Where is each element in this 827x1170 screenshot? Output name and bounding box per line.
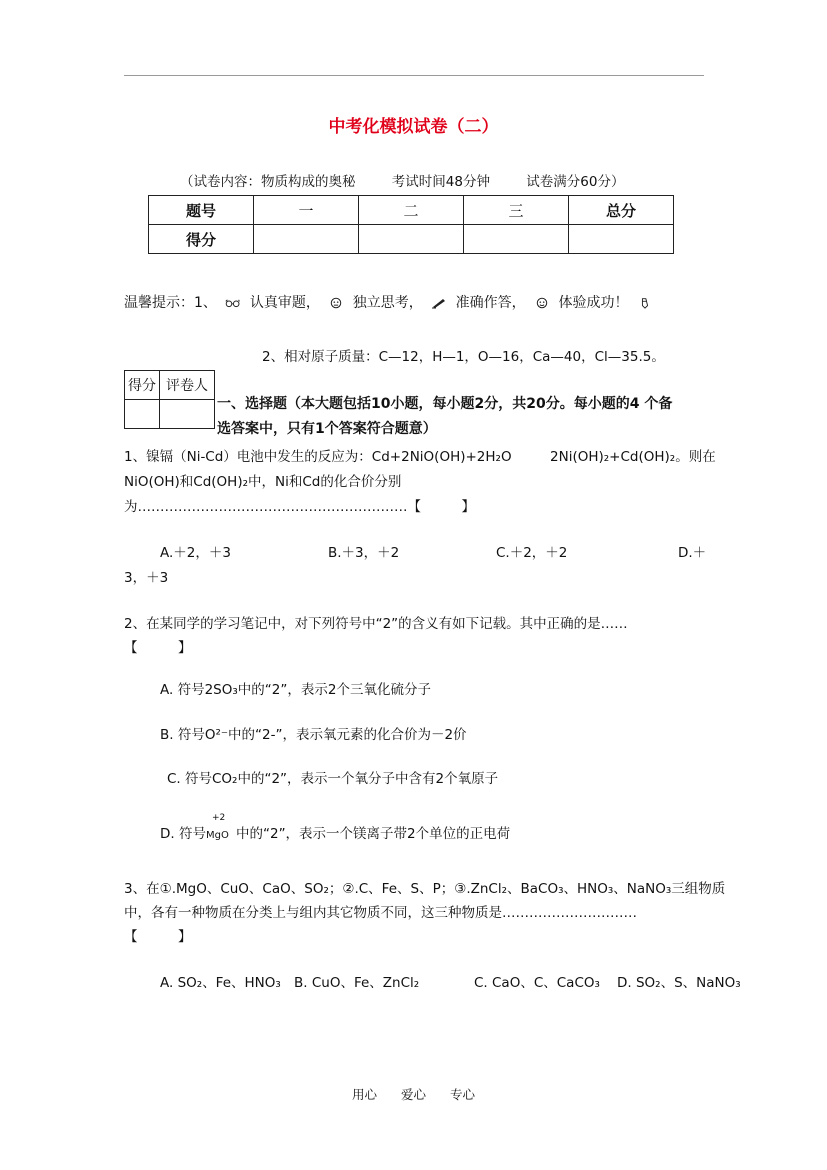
atomic-mass-note: 2、相对原子质量：C—12，H—1，O—16，Ca—40，Cl—35.5。 <box>262 349 665 365</box>
grader-input-row <box>125 400 215 429</box>
footer-text: 专心 <box>449 1087 475 1102</box>
q2-option-d-prefix: D. 符号 <box>160 826 206 842</box>
q2-option-c[interactable]: C. 符号CO₂中的“2”，表示一个氧分子中含有2个氧原子 <box>167 771 499 787</box>
grader-table <box>124 370 215 429</box>
grader-score-label: 得分 <box>125 371 160 400</box>
grader-name-label: 评卷人 <box>160 371 215 400</box>
q2-option-a[interactable]: A. 符号2SO₃中的“2”，表示2个三氧化硫分子 <box>160 682 431 698</box>
thinking-face-icon <box>328 297 344 309</box>
tip-experience-success: 体验成功！ <box>558 295 629 311</box>
score-header-cell: 一 <box>254 196 359 225</box>
score-input-cell[interactable] <box>464 225 569 254</box>
q1-option-c[interactable]: C.＋2，＋2 <box>496 545 568 561</box>
q2-answer-bracket: 【 】 <box>124 640 192 656</box>
page-title: 中考化模拟试卷（二） <box>328 117 499 137</box>
q1-stem-d: 为……………………………………………………【 】 <box>124 499 475 515</box>
q3-option-d[interactable]: D. SO₂、S、NaNO₃ <box>617 975 741 991</box>
mgo-valence-label: +2 <box>211 813 226 823</box>
pen-writing-icon <box>431 297 447 309</box>
glasses-icon <box>225 297 241 309</box>
mgo-formula: MgO <box>205 830 229 841</box>
exam-time: 考试时间48分钟 <box>391 174 490 190</box>
grader-header-row <box>125 371 215 400</box>
q2-option-d-text: 中的“2”，表示一个镁离子带2个单位的正电荷 <box>235 826 511 842</box>
q1-option-b[interactable]: B.＋3，＋2 <box>328 545 400 561</box>
q1-option-d[interactable]: D.＋ <box>678 545 707 561</box>
score-table <box>148 195 674 254</box>
q3-stem-2: 中，各有一种物质在分类上与组内其它物质不同，这三种物质是………………………… <box>124 905 637 921</box>
tip-answer-accurately: 准确作答， <box>455 295 526 311</box>
exam-info <box>180 170 656 190</box>
q3-option-a[interactable]: A. SO₂、Fe、HNO₃ <box>160 975 281 991</box>
footer-text: 爱心 <box>400 1087 426 1102</box>
tips-prefix: 温馨提示：1、 <box>124 295 217 311</box>
tip-read-carefully: 认真审题， <box>249 295 320 311</box>
grader-name-cell[interactable] <box>160 400 215 429</box>
score-input-cell[interactable] <box>254 225 359 254</box>
score-header-cell: 总分 <box>569 196 674 225</box>
q2-option-b[interactable]: B. 符号O²⁻中的“2-”，表示氧元素的化合价为－2价 <box>160 727 467 743</box>
section-1-title-cont: 选答案中，只有1个答案符合题意） <box>217 421 437 437</box>
score-row-label: 得分 <box>149 225 254 254</box>
mgo-valence-symbol <box>205 813 236 842</box>
q3-answer-bracket: 【 】 <box>124 929 192 945</box>
score-header-cell: 二 <box>359 196 464 225</box>
score-input-cell[interactable] <box>359 225 464 254</box>
grader-score-cell[interactable] <box>125 400 160 429</box>
q3-stem-1: 3、在①.MgO、CuO、CaO、SO₂；②.C、Fe、S、P；③.ZnCl₂、BaCO₃、HNO₃、NaNO₃三组物质 <box>124 881 726 897</box>
header-rule <box>124 75 704 76</box>
q3-option-c[interactable]: C. CaO、C、CaCO₃ <box>474 975 600 991</box>
section-1-title: 一、选择题（本大题包括10小题，每小题2分，共20分。每小题的4 个备 <box>217 396 673 412</box>
q2-stem: 2、在某同学的学习笔记中，对下列符号中“2”的含义有如下记载。其中正确的是…… <box>124 616 628 632</box>
q2-option-d[interactable] <box>160 813 511 842</box>
q1-option-a[interactable]: A.＋2，＋3 <box>160 545 231 561</box>
score-table-row <box>149 225 674 254</box>
footer-text: 用心 <box>351 1087 377 1102</box>
score-header-cell: 题号 <box>149 196 254 225</box>
pencil-icon <box>637 297 653 309</box>
score-header-cell: 三 <box>464 196 569 225</box>
page-footer <box>0 1085 827 1103</box>
q1-stem-a: 1、镍镉（Ni-Cd）电池中发生的反应为：Cd+2NiO(OH)+2H₂O <box>124 449 512 465</box>
q3-option-b[interactable]: B. CuO、Fe、ZnCl₂ <box>294 975 420 991</box>
q1-option-d-cont: 3，＋3 <box>124 570 169 586</box>
q1-stem-b: 2Ni(OH)₂+Cd(OH)₂。则在 <box>550 449 716 465</box>
exam-content: （试卷内容：物质构成的奥秘 <box>180 174 356 190</box>
score-table-header-row <box>149 196 674 225</box>
score-input-cell[interactable] <box>569 225 674 254</box>
exam-full-score: 试卷满分60分） <box>526 174 625 190</box>
tips-line <box>124 292 657 312</box>
smile-face-icon <box>534 297 550 309</box>
tip-think-independently: 独立思考， <box>352 295 423 311</box>
q1-stem-c: NiO(OH)和Cd(OH)₂中，Ni和Cd的化合价分别 <box>124 474 402 490</box>
